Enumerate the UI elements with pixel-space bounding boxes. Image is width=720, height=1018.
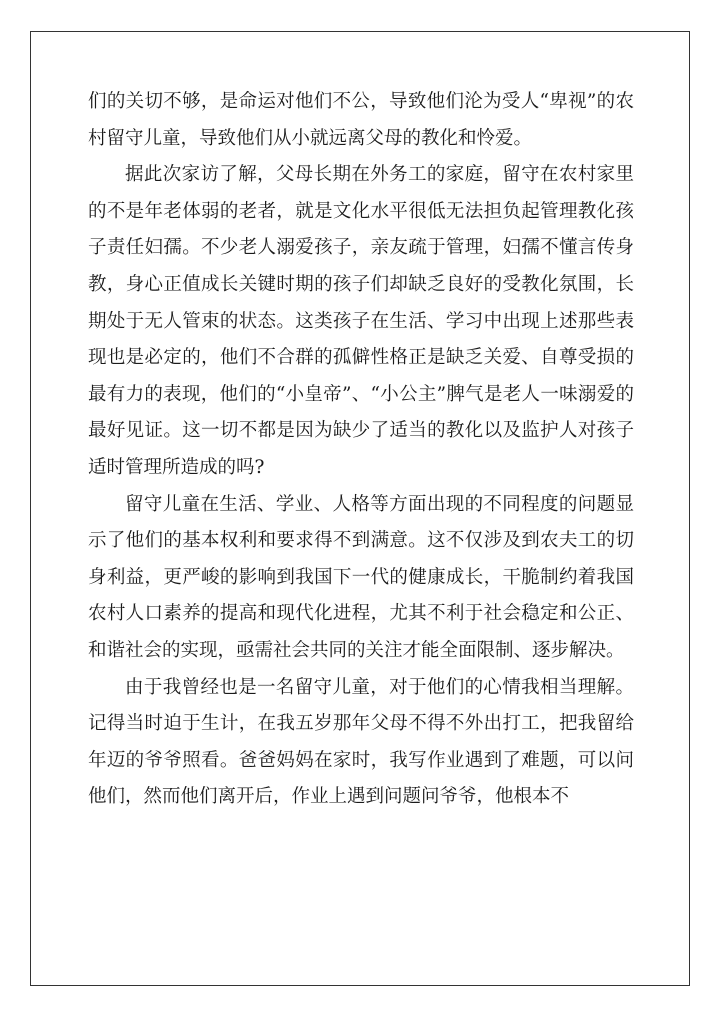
paragraph-home-visit: 据此次家访了解，父母长期在外务工的家庭，留守在农村家里的不是年老体弱的老者，就是文化水平很低无法担负起管理教化孩子责任妇孺。不少老人溺爱孩子，亲友疏于管理，妇孺不懂言传身教，身心正值成长关键时期的孩子们却缺乏良好的受教化氛围，长期处于无人管束的状态。这类孩子在生活、学习中出现上述那些表现也是必定的，他们不合群的孤僻性格正是缺乏关爱、自尊受损的最有力的表现，他们的“小皇帝”、“小公主”脾气是老人一味溺爱的最好见证。这一切不都是因为缺少了适当的教化以及监护人对孩子适时管理所造成的吗? xyxy=(88,164,634,478)
paragraph-rights-problems: 留守儿童在生活、学业、人格等方面出现的不同程度的问题显示了他们的基本权利和要求得不到满意。这不仅涉及到农夫工的切身利益，更严峻的影响到我国下一代的健康成长，干脆制约着我国农村人口素养的提高和现代化进程，尤其不利于社会稳定和公正、和谐社会的实现，亟需社会共同的关注才能全面限制、逐步解决。 xyxy=(88,493,634,661)
paragraph-continuation: 们的关切不够，是命运对他们不公，导致他们沦为受人“卑视”的农村留守儿童，导致他们从小就远离父母的教化和怜爱。 xyxy=(88,91,634,149)
paragraph-personal-experience: 由于我曾经也是一名留守儿童，对于他们的心情我相当理解。记得当时迫于生计，在我五岁那年父母不得不外出打工，把我留给年迈的爷爷照看。爸爸妈妈在家时，我写作业遇到了难题，可以问他们，然而他们离开后，作业上遇到问题问爷爷，他根本不 xyxy=(88,676,634,808)
document-body xyxy=(88,84,634,816)
